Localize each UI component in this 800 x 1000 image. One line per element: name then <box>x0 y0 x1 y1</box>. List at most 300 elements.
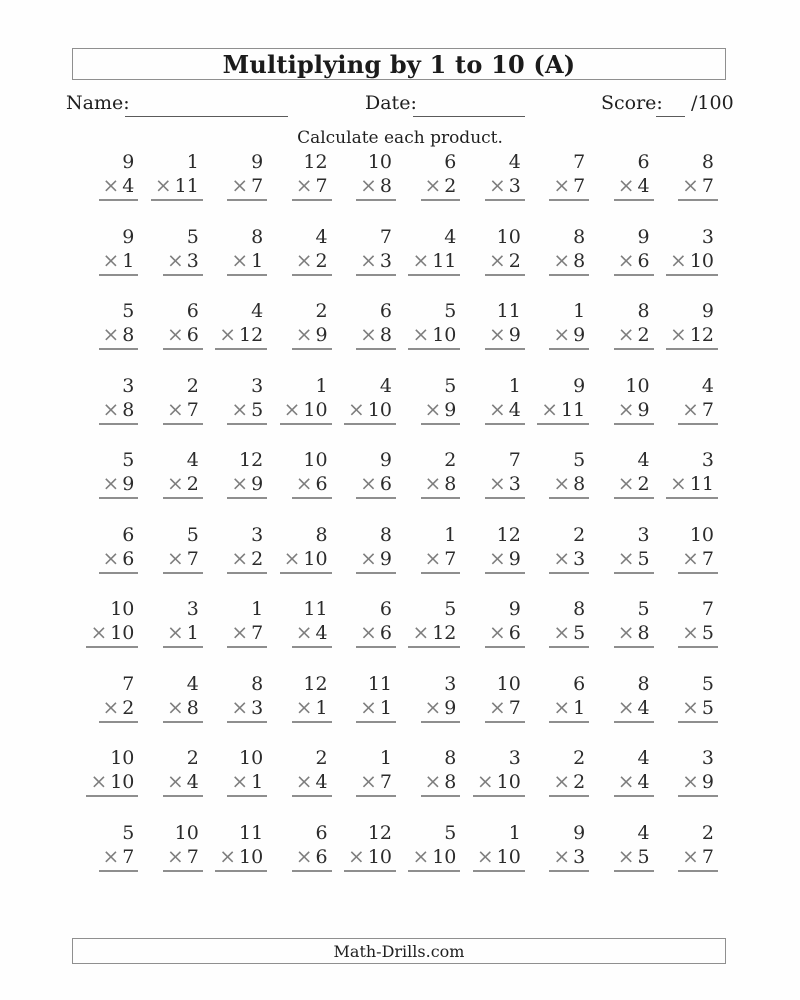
multiplicand: 3 <box>508 747 521 769</box>
multiplier-answer-line: × 10 <box>473 845 525 872</box>
problem-4-5 <box>336 374 400 449</box>
times-icon: × <box>412 322 430 346</box>
multiplier-answer-line: × 10 <box>86 621 138 648</box>
problem-4-8 <box>529 374 593 449</box>
multiplicand: 9 <box>508 598 521 620</box>
times-icon: × <box>90 769 108 793</box>
multiplier-answer-line: × 9 <box>356 547 396 574</box>
multiplier-answer-line: × 8 <box>99 323 139 350</box>
multiplier-answer-line: × 10 <box>215 845 267 872</box>
multiplier-answer-line: × 6 <box>614 249 654 276</box>
multiplier-answer-line: × 2 <box>292 249 332 276</box>
multiplicand: 4 <box>508 151 521 173</box>
problem-10-4 <box>271 821 335 896</box>
problem-2-2 <box>142 225 206 300</box>
times-icon: × <box>553 694 571 719</box>
times-icon: × <box>231 694 249 719</box>
times-icon: × <box>360 173 377 197</box>
multiplier-answer-line: × 7 <box>549 174 589 201</box>
times-icon: × <box>488 396 506 421</box>
multiplicand: 3 <box>251 374 264 397</box>
multiplier-answer-line: × 1 <box>292 696 332 723</box>
date-blank-line <box>413 116 525 117</box>
multiplier-answer-line: × 4 <box>292 770 332 797</box>
multiplicand: 10 <box>303 449 328 471</box>
instruction: Calculate each product. <box>297 128 503 148</box>
multiplicand: 3 <box>122 374 135 397</box>
problem-4-9 <box>593 374 657 449</box>
problem-9-3 <box>207 746 271 821</box>
times-icon: × <box>295 247 313 272</box>
multiplicand: 7 <box>701 598 714 620</box>
problem-9-7 <box>464 746 528 821</box>
times-icon: × <box>412 843 430 868</box>
times-icon: × <box>295 322 313 346</box>
multiplier-answer-line: × 7 <box>356 770 396 797</box>
problem-9-5 <box>336 746 400 821</box>
multiplier-answer-line: × 7 <box>99 845 139 872</box>
times-icon: × <box>424 173 442 197</box>
problem-9-10 <box>658 746 722 821</box>
multiplier-answer-line: × 6 <box>356 472 396 499</box>
times-icon: × <box>682 843 699 868</box>
multiplicand: 5 <box>186 225 199 248</box>
problem-5-6 <box>400 448 464 523</box>
multiplier-answer-line: × 8 <box>163 696 203 723</box>
problem-2-7 <box>464 225 528 300</box>
problem-7-4 <box>271 597 335 672</box>
multiplicand: 10 <box>625 374 650 397</box>
multiplicand: 5 <box>122 449 135 471</box>
page-title: Multiplying by 1 to 10 (A) <box>222 49 576 79</box>
problem-5-10 <box>658 448 722 523</box>
times-icon: × <box>476 843 494 868</box>
problem-8-3 <box>207 672 271 747</box>
problem-3-10 <box>658 299 722 374</box>
multiplier-answer-line: × 10 <box>408 845 460 872</box>
title-box <box>72 48 726 80</box>
multiplier-answer-line: × 2 <box>614 323 654 350</box>
multiplier-answer-line: × 3 <box>227 696 267 723</box>
multiplier-answer-line: × 11 <box>408 249 460 276</box>
multiplicand: 10 <box>239 747 264 769</box>
times-icon: × <box>553 247 571 272</box>
times-icon: × <box>553 545 571 570</box>
times-icon: × <box>231 396 249 421</box>
problem-5-9 <box>593 448 657 523</box>
times-icon: × <box>166 769 184 793</box>
multiplier-answer-line: × 10 <box>86 770 138 797</box>
multiplier-answer-line: × 6 <box>292 472 332 499</box>
multiplier-answer-line: × 5 <box>678 696 718 723</box>
problem-1-10 <box>658 150 722 225</box>
times-icon: × <box>295 843 313 868</box>
multiplier-answer-line: × 7 <box>421 547 461 574</box>
problem-8-1 <box>78 672 142 747</box>
problem-7-1 <box>78 597 142 672</box>
multiplicand: 2 <box>186 374 199 397</box>
problem-10-7 <box>464 821 528 896</box>
multiplier-answer-line: × 1 <box>227 770 267 797</box>
times-icon: × <box>670 322 687 346</box>
multiplier-answer-line: × 8 <box>99 398 139 425</box>
problem-7-9 <box>593 597 657 672</box>
multiplicand: 5 <box>444 598 457 620</box>
multiplier-answer-line: × 2 <box>421 174 461 201</box>
problem-3-3 <box>207 299 271 374</box>
multiplier-answer-line: × 4 <box>614 174 654 201</box>
problem-9-1 <box>78 746 142 821</box>
times-icon: × <box>617 843 635 868</box>
multiplicand: 1 <box>315 374 328 397</box>
times-icon: × <box>617 769 635 793</box>
multiplier-answer-line: × 2 <box>99 696 139 723</box>
multiplicand: 10 <box>367 151 392 173</box>
multiplier-answer-line: × 12 <box>215 323 267 350</box>
times-icon: × <box>166 322 184 346</box>
multiplier-answer-line: × 4 <box>485 398 525 425</box>
multiplier-answer-line: × 8 <box>421 770 461 797</box>
problem-9-8 <box>529 746 593 821</box>
times-icon: × <box>283 545 301 570</box>
times-icon: × <box>219 322 236 346</box>
multiplicand: 2 <box>573 747 586 769</box>
problem-10-2 <box>142 821 206 896</box>
multiplicand: 11 <box>367 672 392 695</box>
multiplicand: 8 <box>573 598 586 620</box>
multiplicand: 8 <box>315 523 328 546</box>
problem-5-5 <box>336 448 400 523</box>
problem-3-5 <box>336 299 400 374</box>
multiplicand: 10 <box>496 672 521 695</box>
multiplicand: 9 <box>251 151 264 173</box>
times-icon: × <box>231 769 249 793</box>
times-icon: × <box>670 471 687 495</box>
multiplicand: 9 <box>122 225 135 248</box>
times-icon: × <box>488 694 506 719</box>
multiplicand: 1 <box>379 747 392 769</box>
multiplier-answer-line: × 9 <box>99 472 139 499</box>
problem-5-2 <box>142 448 206 523</box>
problem-10-6 <box>400 821 464 896</box>
score-total: /100 <box>691 92 734 114</box>
problem-6-6 <box>400 523 464 598</box>
multiplier-answer-line: × 7 <box>163 845 203 872</box>
times-icon: × <box>166 471 184 495</box>
times-icon: × <box>166 694 184 719</box>
problem-3-7 <box>464 299 528 374</box>
multiplier-answer-line: × 3 <box>485 472 525 499</box>
multiplicand: 5 <box>701 672 714 695</box>
multiplier-answer-line: × 1 <box>227 249 267 276</box>
times-icon: × <box>553 322 571 346</box>
times-icon: × <box>682 694 699 719</box>
times-icon: × <box>488 545 506 570</box>
multiplicand: 4 <box>315 225 328 248</box>
times-icon: × <box>360 471 377 495</box>
problem-7-6 <box>400 597 464 672</box>
times-icon: × <box>360 247 377 272</box>
multiplicand: 2 <box>315 300 328 322</box>
problem-6-1 <box>78 523 142 598</box>
multiplier-answer-line: × 10 <box>344 845 396 872</box>
multiplicand: 9 <box>122 151 135 173</box>
multiplier-answer-line: × 9 <box>485 547 525 574</box>
problem-6-2 <box>142 523 206 598</box>
multiplier-answer-line: × 12 <box>666 323 718 350</box>
score-label: Score: <box>601 92 663 114</box>
times-icon: × <box>348 843 365 868</box>
problem-1-8 <box>529 150 593 225</box>
multiplicand: 8 <box>251 225 264 248</box>
problem-9-9 <box>593 746 657 821</box>
multiplier-answer-line: × 8 <box>356 174 396 201</box>
multiplier-answer-line: × 10 <box>666 249 718 276</box>
multiplier-answer-line: × 9 <box>485 323 525 350</box>
problem-7-8 <box>529 597 593 672</box>
problem-4-4 <box>271 374 335 449</box>
multiplier-answer-line: × 11 <box>537 398 589 425</box>
multiplier-answer-line: × 8 <box>549 249 589 276</box>
problem-10-10 <box>658 821 722 896</box>
multiplier-answer-line: × 8 <box>549 472 589 499</box>
problem-3-9 <box>593 299 657 374</box>
times-icon: × <box>360 694 377 719</box>
multiplicand: 4 <box>637 821 650 844</box>
multiplicand: 8 <box>637 672 650 695</box>
multiplier-answer-line: × 6 <box>163 323 203 350</box>
problem-1-6 <box>400 150 464 225</box>
multiplier-answer-line: × 9 <box>421 398 461 425</box>
multiplier-answer-line: × 3 <box>549 547 589 574</box>
problem-5-8 <box>529 448 593 523</box>
multiplicand: 6 <box>379 300 392 322</box>
multiplicand: 12 <box>496 523 521 546</box>
times-icon: × <box>102 694 120 719</box>
times-icon: × <box>617 322 635 346</box>
problem-8-7 <box>464 672 528 747</box>
times-icon: × <box>670 247 687 272</box>
problem-4-3 <box>207 374 271 449</box>
problem-4-7 <box>464 374 528 449</box>
name-label: Name: <box>66 92 130 114</box>
multiplicand: 12 <box>303 151 328 173</box>
times-icon: × <box>553 620 571 644</box>
multiplier-answer-line: × 7 <box>292 174 332 201</box>
times-icon: × <box>231 471 249 495</box>
multiplicand: 3 <box>701 225 714 248</box>
multiplicand: 12 <box>303 672 328 695</box>
times-icon: × <box>231 620 249 644</box>
problem-8-8 <box>529 672 593 747</box>
times-icon: × <box>283 396 301 421</box>
problem-10-8 <box>529 821 593 896</box>
multiplicand: 7 <box>122 672 135 695</box>
multiplicand: 6 <box>315 821 328 844</box>
times-icon: × <box>488 322 506 346</box>
problem-10-5 <box>336 821 400 896</box>
times-icon: × <box>102 396 120 421</box>
multiplicand: 2 <box>315 747 328 769</box>
times-icon: × <box>102 471 120 495</box>
multiplicand: 5 <box>444 300 457 322</box>
multiplier-answer-line: × 8 <box>614 621 654 648</box>
times-icon: × <box>488 247 506 272</box>
multiplier-answer-line: × 3 <box>549 845 589 872</box>
multiplicand: 6 <box>573 672 586 695</box>
problem-8-10 <box>658 672 722 747</box>
problem-4-10 <box>658 374 722 449</box>
multiplier-answer-line: × 2 <box>549 770 589 797</box>
problem-9-4 <box>271 746 335 821</box>
multiplier-answer-line: × 10 <box>280 398 332 425</box>
times-icon: × <box>102 843 120 868</box>
multiplier-answer-line: × 5 <box>678 621 718 648</box>
multiplicand: 9 <box>379 449 392 471</box>
multiplicand: 4 <box>251 300 264 322</box>
times-icon: × <box>476 769 494 793</box>
times-icon: × <box>360 769 377 793</box>
multiplier-answer-line: × 4 <box>614 770 654 797</box>
problem-1-1 <box>78 150 142 225</box>
problem-2-10 <box>658 225 722 300</box>
multiplicand: 11 <box>496 300 521 322</box>
problem-2-3 <box>207 225 271 300</box>
multiplier-answer-line: × 11 <box>151 174 203 201</box>
multiplier-answer-line: × 5 <box>227 398 267 425</box>
multiplier-answer-line: × 7 <box>227 621 267 648</box>
multiplicand: 10 <box>689 523 714 546</box>
times-icon: × <box>360 545 377 570</box>
problem-2-9 <box>593 225 657 300</box>
multiplicand: 6 <box>444 151 457 173</box>
problem-7-5 <box>336 597 400 672</box>
times-icon: × <box>424 694 442 719</box>
multiplier-answer-line: × 2 <box>163 472 203 499</box>
times-icon: × <box>553 173 571 197</box>
multiplicand: 11 <box>303 598 328 620</box>
multiplier-answer-line: × 2 <box>485 249 525 276</box>
problem-3-4 <box>271 299 335 374</box>
multiplicand: 10 <box>496 225 521 248</box>
times-icon: × <box>617 545 635 570</box>
problem-10-9 <box>593 821 657 896</box>
times-icon: × <box>617 173 635 197</box>
multiplicand: 2 <box>444 449 457 471</box>
multiplicand: 11 <box>239 821 264 844</box>
multiplicand: 1 <box>508 374 521 397</box>
times-icon: × <box>166 620 184 644</box>
multiplicand: 3 <box>701 747 714 769</box>
problem-grid <box>78 150 722 895</box>
multiplicand: 7 <box>573 151 586 173</box>
times-icon: × <box>553 769 571 793</box>
multiplier-answer-line: × 10 <box>473 770 525 797</box>
times-icon: × <box>424 396 442 421</box>
problem-8-6 <box>400 672 464 747</box>
multiplier-answer-line: × 7 <box>227 174 267 201</box>
multiplicand: 12 <box>239 449 264 471</box>
multiplicand: 5 <box>122 821 135 844</box>
times-icon: × <box>295 173 313 197</box>
times-icon: × <box>553 843 571 868</box>
times-icon: × <box>424 545 442 570</box>
problem-6-7 <box>464 523 528 598</box>
problem-1-2 <box>142 150 206 225</box>
problem-3-6 <box>400 299 464 374</box>
times-icon: × <box>617 396 635 421</box>
times-icon: × <box>424 769 442 793</box>
times-icon: × <box>102 173 120 197</box>
multiplicand: 1 <box>444 523 457 546</box>
multiplier-answer-line: × 9 <box>292 323 332 350</box>
multiplier-answer-line: × 5 <box>549 621 589 648</box>
multiplicand: 10 <box>110 747 135 769</box>
multiplier-answer-line: × 1 <box>99 249 139 276</box>
times-icon: × <box>166 396 184 421</box>
problem-6-9 <box>593 523 657 598</box>
multiplicand: 9 <box>701 300 714 322</box>
times-icon: × <box>682 620 699 644</box>
multiplicand: 6 <box>379 598 392 620</box>
times-icon: × <box>412 247 430 272</box>
problem-7-7 <box>464 597 528 672</box>
multiplier-answer-line: × 5 <box>614 547 654 574</box>
times-icon: × <box>231 173 249 197</box>
footer-text: Math-Drills.com <box>333 941 465 961</box>
times-icon: × <box>682 396 699 421</box>
multiplier-answer-line: × 4 <box>163 770 203 797</box>
multiplier-answer-line: × 7 <box>678 845 718 872</box>
multiplier-answer-line: × 3 <box>356 249 396 276</box>
problem-2-6 <box>400 225 464 300</box>
multiplicand: 6 <box>122 523 135 546</box>
problem-8-9 <box>593 672 657 747</box>
multiplicand: 3 <box>701 449 714 471</box>
times-icon: × <box>682 545 699 570</box>
times-icon: × <box>617 694 635 719</box>
multiplier-answer-line: × 9 <box>421 696 461 723</box>
times-icon: × <box>541 396 558 421</box>
multiplier-answer-line: × 11 <box>666 472 718 499</box>
multiplier-answer-line: × 9 <box>614 398 654 425</box>
multiplier-answer-line: × 6 <box>292 845 332 872</box>
multiplier-answer-line: × 1 <box>163 621 203 648</box>
problem-5-4 <box>271 448 335 523</box>
multiplicand: 5 <box>444 821 457 844</box>
multiplicand: 5 <box>444 374 457 397</box>
multiplicand: 4 <box>637 747 650 769</box>
multiplicand: 2 <box>186 747 199 769</box>
multiplier-answer-line: × 7 <box>678 174 718 201</box>
multiplicand: 5 <box>186 523 199 546</box>
multiplier-answer-line: × 7 <box>678 398 718 425</box>
multiplicand: 3 <box>251 523 264 546</box>
problem-10-3 <box>207 821 271 896</box>
times-icon: × <box>102 545 120 570</box>
name-blank-line <box>125 116 288 117</box>
problem-3-1 <box>78 299 142 374</box>
multiplier-answer-line: × 1 <box>356 696 396 723</box>
multiplicand: 4 <box>186 449 199 471</box>
times-icon: × <box>102 247 120 272</box>
multiplicand: 4 <box>701 374 714 397</box>
multiplier-answer-line: × 7 <box>163 398 203 425</box>
times-icon: × <box>682 173 699 197</box>
problem-7-2 <box>142 597 206 672</box>
times-icon: × <box>488 173 506 197</box>
multiplicand: 1 <box>573 300 586 322</box>
